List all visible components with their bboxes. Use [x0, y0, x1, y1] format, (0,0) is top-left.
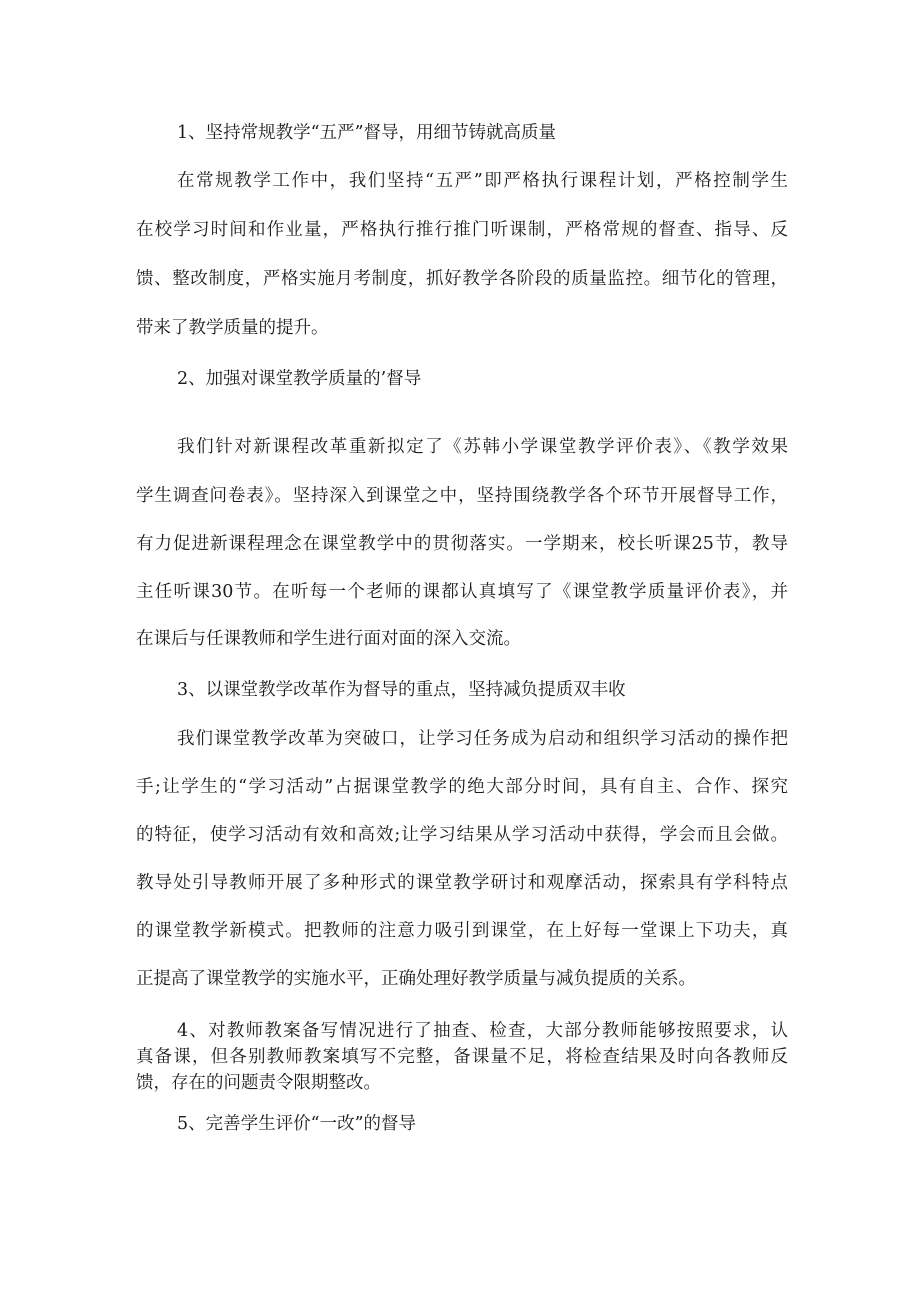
section-4-line-3: 馈，存在的问题责令限期整改。: [136, 1073, 381, 1093]
section-2-heading: 2、加强对课堂教学质量的’督导: [177, 369, 422, 389]
section-2-line-1: 我们针对新课程改革重新拟定了《苏韩小学课堂教学评价表》、《教学效果: [177, 437, 788, 457]
section-3-line-6: 正提高了课堂教学的实施水平，正确处理好教学质量与减负提质的关系。: [136, 969, 696, 989]
section-2-line-3: 有力促进新课程理念在课堂教学中的贯彻落实。一学期来，校长听课25节，教导: [136, 534, 788, 554]
section-3-line-5: 的课堂教学新模式。把教师的注意力吸引到课堂，在上好每一堂课上下功夫，真: [136, 921, 788, 941]
section-3-heading: 3、以课堂教学改革作为督导的重点，坚持减负提质双丰收: [177, 680, 626, 700]
section-2-line-4: 主任听课30节。在听每一个老师的课都认真填写了《课堂教学质量评价表》，并: [136, 582, 788, 602]
section-1-line-4: 带来了教学质量的提升。: [136, 318, 329, 338]
section-1-line-3: 馈、整改制度，严格实施月考制度，抓好教学各阶段的质量监控。细节化的管理，: [136, 269, 788, 289]
section-1-heading: 1、坚持常规教学“五严”督导，用细节铸就高质量: [177, 123, 557, 143]
section-4-line-2: 真备课，但各别教师教案填写不完整，备课量不足，将检查结果及时向各教师反: [136, 1047, 788, 1067]
section-3-line-1: 我们课堂教学改革为突破口，让学习任务成为启动和组织学习活动的操作把: [177, 729, 788, 749]
section-3-line-3: 的特征，使学习活动有效和高效;让学习结果从学习活动中获得，学会而且会做。: [136, 825, 788, 845]
section-1-line-1: 在常规教学工作中，我们坚持“五严”即严格执行课程计划，严格控制学生: [177, 171, 788, 191]
section-3-line-2: 手;让学生的“学习活动”占据课堂教学的绝大部分时间，具有自主、合作、探究: [136, 777, 788, 797]
section-5-heading: 5、完善学生评价“一改”的督导: [177, 1114, 417, 1134]
section-3-line-4: 教导处引导教师开展了多种形式的课堂教学研讨和观摩活动，探索具有学科特点: [136, 873, 788, 893]
section-1-line-2: 在校学习时间和作业量，严格执行推行推门听课制，严格常规的督查、指导、反: [136, 220, 788, 240]
section-2-line-5: 在课后与任课教师和学生进行面对面的深入交流。: [136, 629, 521, 649]
section-2-line-2: 学生调查问卷表》。坚持深入到课堂之中，坚持围绕教学各个环节开展督导工作，: [136, 486, 788, 506]
section-4-line-1: 4、对教师教案备写情况进行了抽查、检查，大部分教师能够按照要求，认: [177, 1021, 788, 1041]
